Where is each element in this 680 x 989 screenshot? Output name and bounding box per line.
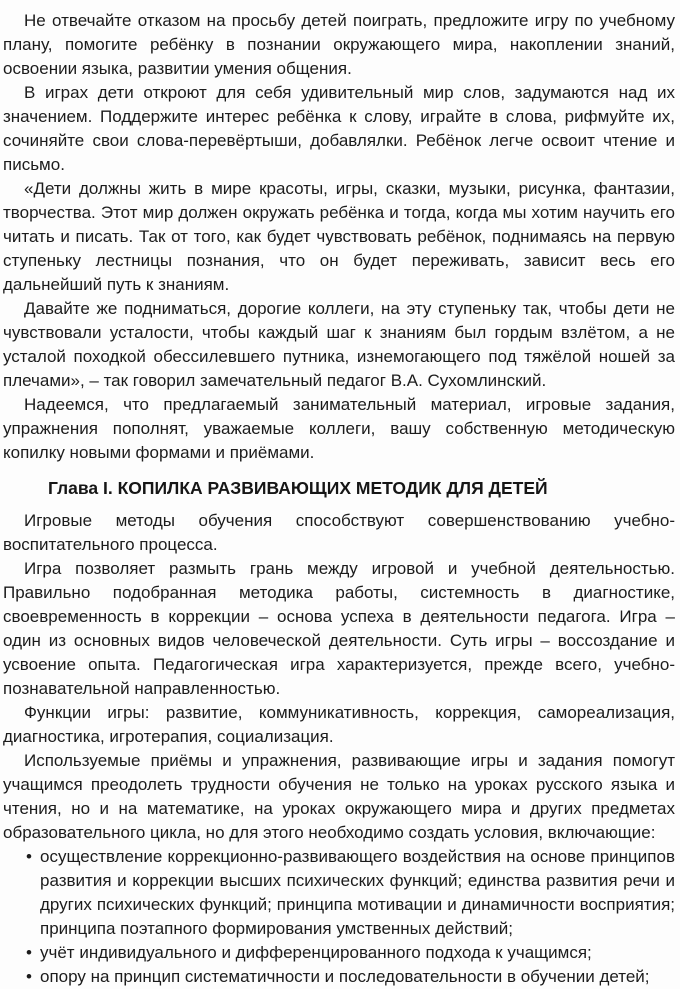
intro-paragraph-4-quote-end: Давайте же подниматься, дорогие коллеги, на эту ступеньку так, чтобы дети не чувствовали усталости, чтобы каждый шаг к знаниям был гордым взлётом, а не усталой походкой обессилевшего путника, изнемогающего под тяжёлой ношей за плечами», – так говорил замечательный педагог В.А. Сухомлинский. <box>3 299 675 390</box>
intro-paragraph-5: Надеемся, что предлагаемый занимательный материал, игровые задания, упражнения пополнят, уважаемые коллеги, вашу собственную методическую копилку новыми формами и приёмами. <box>3 395 675 462</box>
bullet-item <box>3 845 675 941</box>
bullet-item-text: опору на принцип систематичности и последовательности в обучении детей; <box>40 967 650 986</box>
bullet-item-text: учёт индивидуального и дифференцированного подхода к учащимся; <box>40 943 592 962</box>
bullet-item <box>3 941 675 965</box>
intro-paragraph-1: Не отвечайте отказом на просьбу детей поиграть, предложите игру по учебному плану, помогите ребёнку в познании окружающего мира, накоплении знаний, освоении языка, развитии умения общения. <box>3 11 675 78</box>
chapter-paragraph-2: Игра позволяет размыть грань между игровой и учебной деятельностью. Правильно подобранная методика работы, системность в диагностике, своевременность в коррекции – основа успеха в деятельности педагога. Игра – один из основных видов человеческой деятельности. Суть игры – воссоздание и усвоение опыта. Педагогическая игра характеризуется, прежде всего, учебно-познавательной направленностью. <box>3 559 675 698</box>
chapter-paragraph-3: Функции игры: развитие, коммуникативность, коррекция, самореализация, диагностика, игротерапия, социализация. <box>3 703 675 746</box>
chapter-paragraph-4: Используемые приёмы и упражнения, развивающие игры и задания помогут учащимся преодолеть трудности обучения не только на уроках русского языка и чтения, но и на математике, на уроках окружающего мира и других предметах образовательного цикла, но для этого необходимо создать условия, включающие: <box>3 751 675 842</box>
intro-paragraph-2: В играх дети откроют для себя удивительный мир слов, задумаются над их значением. Поддержите интерес ребёнка к слову, играйте в слова, рифмуйте их, сочиняйте свои слова-перевёртыши, добавлялки. Ребёнок легче освоит чтение и письмо. <box>3 83 675 174</box>
chapter-paragraph-1: Игровые методы обучения способствуют совершенствованию учебно-воспитательного процесса. <box>3 511 675 554</box>
bullet-item <box>3 965 675 989</box>
bullet-icon: • <box>26 967 32 986</box>
bullet-item-text: осуществление коррекционно-развивающего воздействия на основе принципов развития и коррекции высших психических функций; единства развития речи и других психических функций; принципа мотивации и динамичности восприятия; принципа поэтапного формирования умственных действий; <box>40 847 675 938</box>
conditions-bullet-list <box>3 845 675 989</box>
chapter-heading: Глава I. КОПИЛКА РАЗВИВАЮЩИХ МЕТОДИК ДЛЯ ДЕТЕЙ <box>48 478 548 498</box>
bullet-icon: • <box>26 943 32 962</box>
intro-paragraph-3-quote: «Дети должны жить в мире красоты, игры, сказки, музыки, рисунка, фантазии, творчества. Этот мир должен окружать ребёнка и тогда, когда мы хотим научить его читать и писать. Так от того, как будет чувствовать ребёнок, поднимаясь на первую ступеньку лестницы познания, что он будет переживать, зависит весь его дальнейший путь к знаниям. <box>3 179 675 294</box>
bullet-icon: • <box>26 847 32 866</box>
